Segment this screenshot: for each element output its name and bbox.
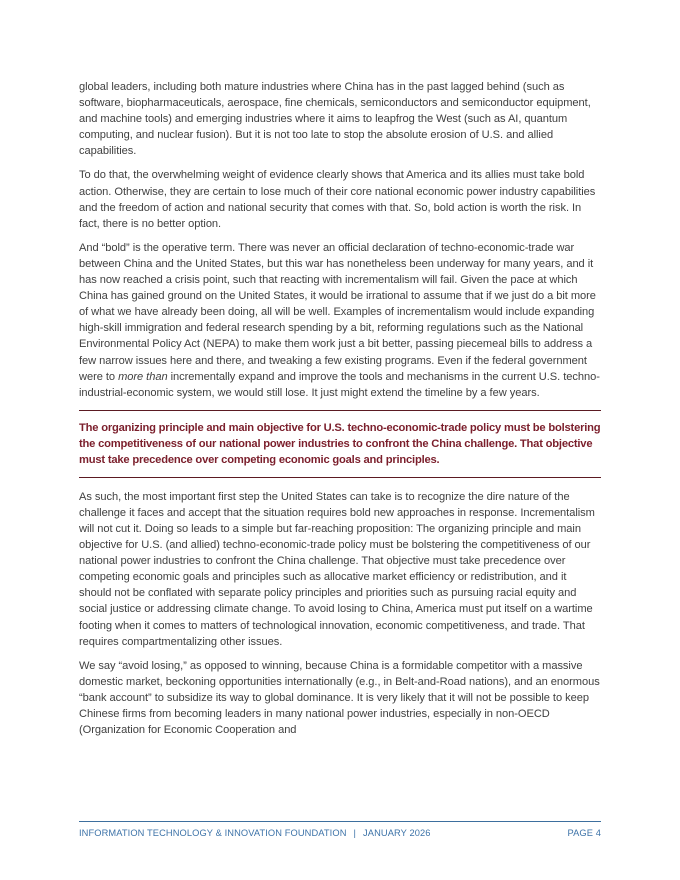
paragraph-1: global leaders, including both mature industries where China has in the past lagged behind (such as software, biopharmaceuticals, aerospace, fine chemicals, semiconductors and semiconductor equipment, and machine tools) and emerging industries where it aims to leapfrog the West (such as AI, quantum computing, and nuclear fusion). But it is not too late to stop the absolute erosion of U.S. and allied capabilities. (79, 81, 591, 158)
footer-organization: INFORMATION TECHNOLOGY & INNOVATION FOUNDATION (79, 828, 347, 838)
paragraph-3-text-before: And “bold” is the operative term. There was never an official declaration of techno-economic-trade war between China and the United States, but this war has nonetheless been underway for many years, and it has now reached a crisis point, such that reacting with incrementalism will fail. Given the pace at which China has gained ground on the United States, it would be irrational to assume that if we just do a bit more of what we have already been doing, all will be well. Examples of incrementalism would include expanding high-skill immigration and federal research spending by a bit, reforming regulations such as the National Environmental Policy Act (NEPA) to make them work just a bit better, passing piecemeal bills to address a few narrow issues here and there, and tweaking a few existing programs. Even if the federal government were to (79, 241, 596, 383)
page-number: PAGE 4 (567, 828, 601, 838)
paragraph-4: As such, the most important first step the United States can take is to recognize the dire nature of the challenge it faces and accept that the situation requires bold new approaches in response. Incrementalism will not cut it. Doing so leads to a simple but far-reaching proposition: The organizing principle and main objective for U.S. (and allied) techno-economic-trade policy must be bolstering the competitiveness of our national power industries to confront the China challenge. That objective must take precedence over competing economic goals and principles such as allocative market efficiency or redistribution, and it should not be conflated with separate policy principles and priorities such as pursuing racial equity and social justice or addressing climate change. To avoid losing to China, America must put itself on a wartime footing when it comes to matters of technological innovation, economic competitiveness, and trade. That requires compartmentalizing other issues. (79, 490, 595, 648)
footer-date: JANUARY 2026 (363, 828, 431, 838)
paragraph-3-emphasis: more than (118, 370, 168, 383)
paragraph-2: To do that, the overwhelming weight of evidence clearly shows that America and its allies must take bold action. Otherwise, they are certain to lose much of their core national economic power industry capabilities and the freedom of action and national security that comes with that. So, bold action is worth the risk. In fact, there is no better option. (79, 169, 596, 230)
pull-quote-box (79, 410, 601, 478)
page-body (79, 79, 601, 746)
paragraph-3 (79, 240, 601, 401)
paragraph-5: We say “avoid losing,” as opposed to winning, because China is a formidable competitor with a massive domestic market, beckoning opportunities internationally (e.g., in Belt-and-Road nations), and an enormous “bank account” to subsidize its way to global dominance. It is very likely that it will not be possible to keep Chinese firms from becoming leaders in many national power industries, especially in non-OECD (Organization for Economic Cooperation and (79, 659, 600, 737)
pull-quote-text: The organizing principle and main objective for U.S. techno-economic-trade policy must be bolstering the competitiveness of our national power industries to confront the China challenge. That objective must take precedence over competing economic goals and principles. (79, 421, 601, 466)
page-footer (79, 821, 601, 838)
paragraph-3-text-after: incrementally expand and improve the tools and mechanisms in the current U.S. techno-industrial-economic system, we would still lose. It just might extend the timeline by a few years. (79, 370, 600, 399)
footer-separator: | (353, 828, 357, 838)
